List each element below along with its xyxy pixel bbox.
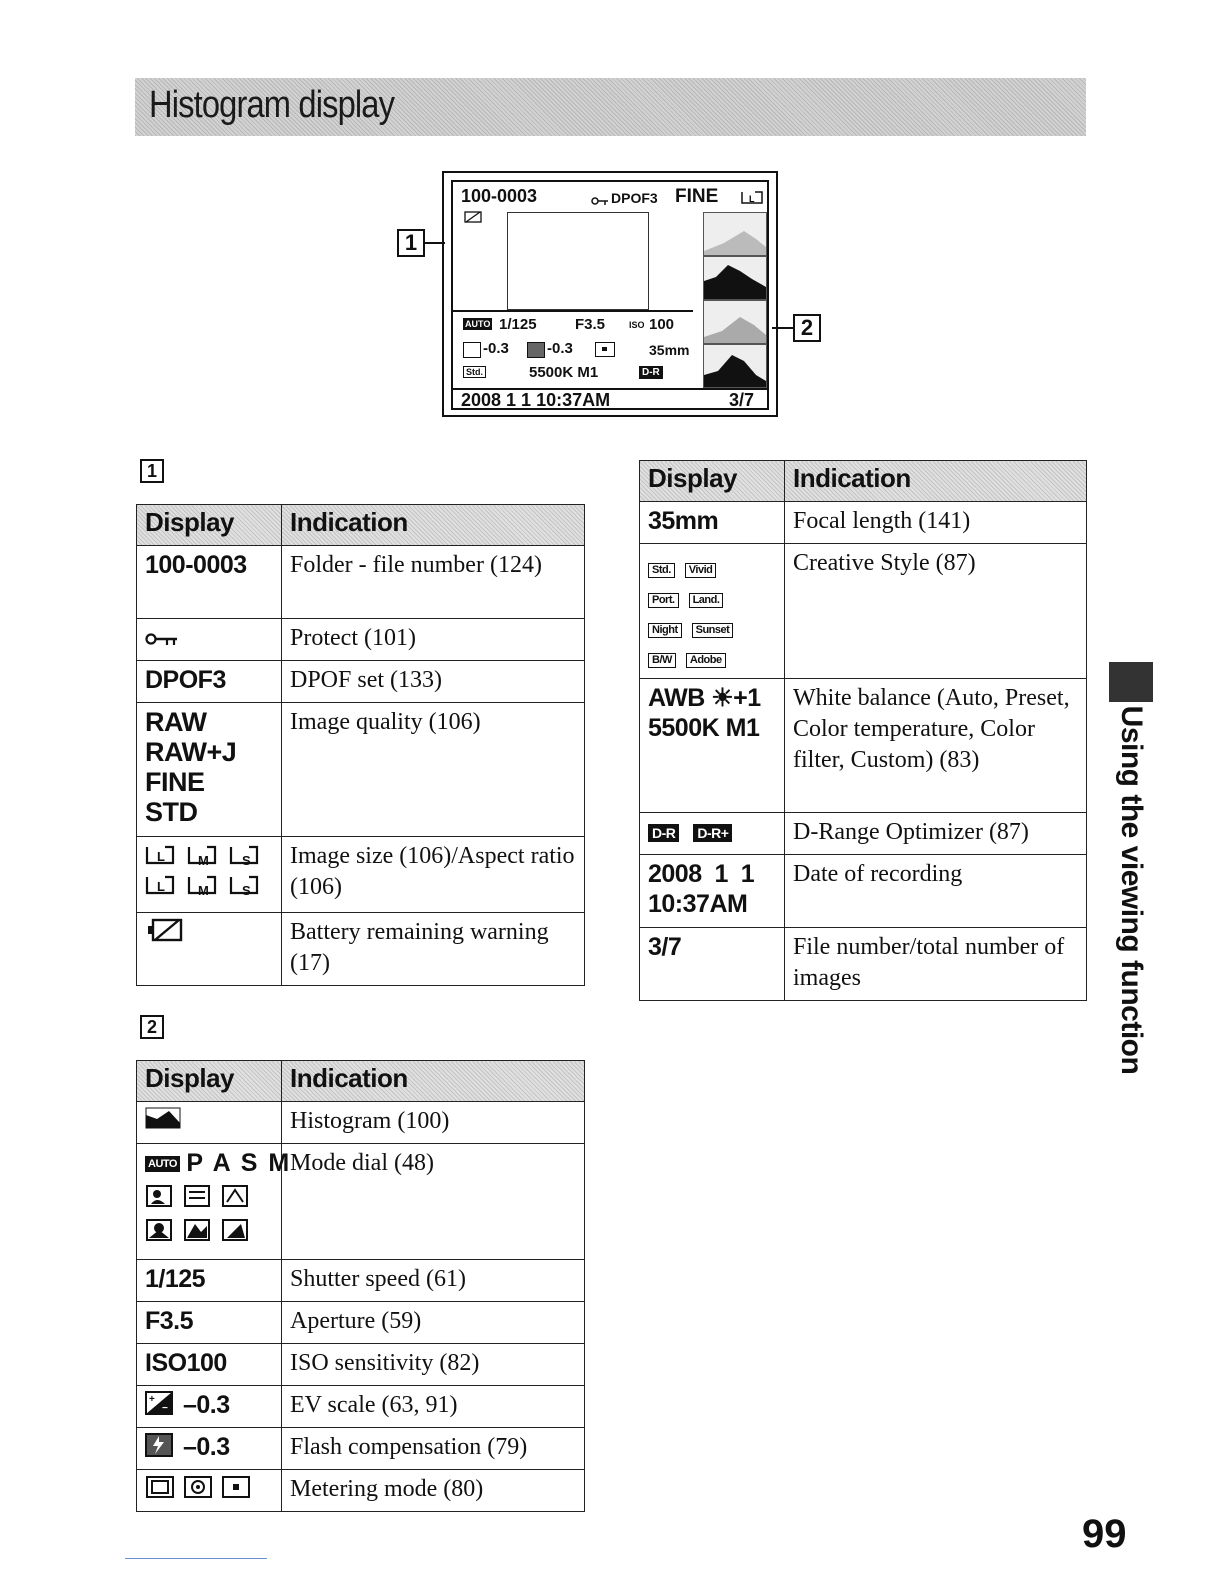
image-preview <box>507 212 649 310</box>
dro-plus-icon: D-R+ <box>693 824 732 842</box>
table1 <box>136 504 585 986</box>
indication-cell: File number/total number of images <box>785 928 1087 1001</box>
metering-spot-icon <box>595 342 615 357</box>
display-cell: DPOF3 <box>137 661 282 703</box>
table-row <box>640 855 1087 928</box>
screen-flash: -0.3 <box>547 340 573 357</box>
display-cell: 3/7 <box>640 928 785 1001</box>
dro-icon: D-R <box>648 824 679 842</box>
screen-folder-file: 100-0003 <box>461 186 538 206</box>
battery-warning-icon <box>145 921 185 949</box>
table-row <box>137 661 585 703</box>
table3-header-display: Display <box>640 461 785 502</box>
table3 <box>639 460 1087 1001</box>
svg-text:L: L <box>157 849 165 864</box>
screen-quality: FINE <box>675 186 719 207</box>
indication-cell: Date of recording <box>785 855 1087 928</box>
table-row <box>137 1386 585 1428</box>
display-cell: RAW RAW+J FINE STD <box>137 703 282 837</box>
table2-header-display: Display <box>137 1061 282 1102</box>
indication-cell: ISO sensitivity (82) <box>282 1344 585 1386</box>
display-cell <box>137 1386 282 1428</box>
svg-text:+: + <box>149 1393 155 1405</box>
section-title: Histogram display <box>149 84 395 126</box>
image-size-icons <box>145 849 269 907</box>
screen-focal: 35mm <box>649 342 690 358</box>
table-row <box>137 619 585 661</box>
ev-icon <box>463 342 481 358</box>
table-row <box>640 544 1087 679</box>
style-adobe-icon: Adobe <box>686 653 726 668</box>
flash-value: –0.3 <box>183 1433 230 1461</box>
style-landscape-icon: Land. <box>689 593 724 608</box>
callout-leader <box>772 327 794 329</box>
creative-style-icon: Std. <box>463 366 486 378</box>
indication-cell: Metering mode (80) <box>282 1470 585 1512</box>
indication-cell: Histogram (100) <box>282 1102 585 1144</box>
indication-cell: Protect (101) <box>282 619 585 661</box>
style-bw-icon: B/W <box>648 653 676 668</box>
style-vivid-icon: Vivid <box>685 563 717 578</box>
callout-2: 2 <box>793 314 821 342</box>
indication-cell: Image quality (106) <box>282 703 585 837</box>
flash-comp-icon <box>145 1433 173 1464</box>
camera-screen-illustration <box>442 171 778 417</box>
section-banner <box>135 78 1086 136</box>
table-row <box>137 1144 585 1260</box>
display-cell: ISO100 <box>137 1344 282 1386</box>
protect-key-icon <box>591 192 609 200</box>
auto-mode-badge: AUTO <box>465 319 491 329</box>
display-cell <box>137 1144 292 1260</box>
screen-aperture: F3.5 <box>575 316 606 333</box>
style-night-icon: Night <box>648 623 682 638</box>
table-row <box>137 1344 585 1386</box>
screen-iso: 100 <box>649 316 675 333</box>
screen-divider <box>453 310 693 312</box>
indication-cell: Mode dial (48) <box>282 1144 585 1260</box>
display-cell <box>640 544 785 679</box>
style-sunset-icon: Sunset <box>692 623 734 638</box>
display-cell: F3.5 <box>137 1302 282 1344</box>
table-row <box>137 913 585 986</box>
table2-marker: 2 <box>140 1015 164 1039</box>
display-cell: AWB ☀+1 5500K M1 <box>640 679 785 813</box>
table-row <box>137 1302 585 1344</box>
mode-letters: P A S M <box>186 1149 292 1177</box>
indication-cell: Creative Style (87) <box>785 544 1087 679</box>
display-cell <box>137 837 282 913</box>
svg-text:L: L <box>157 879 165 894</box>
histogram-luminance <box>703 212 767 256</box>
svg-text:L: L <box>749 194 755 204</box>
table-row <box>640 813 1087 855</box>
display-cell: 100-0003 <box>137 546 282 619</box>
display-cell <box>137 913 282 986</box>
display-cell <box>640 813 785 855</box>
screen-shutter: 1/125 <box>499 316 537 333</box>
table-row <box>137 703 585 837</box>
indication-cell: D-Range Optimizer (87) <box>785 813 1087 855</box>
battery-warning-icon <box>463 210 483 222</box>
screen-dpof: DPOF3 <box>611 190 658 206</box>
indication-cell: Folder - file number (124) <box>282 546 585 619</box>
histogram-blue <box>703 344 767 388</box>
table-row <box>137 837 585 913</box>
style-std-icon: Std. <box>648 563 675 578</box>
indication-cell: Battery remaining warning (17) <box>282 913 585 986</box>
indication-cell: Focal length (141) <box>785 502 1087 544</box>
display-cell: 1/125 <box>137 1260 282 1302</box>
screen-wb: 5500K M1 <box>529 364 599 381</box>
histogram-green <box>703 300 767 344</box>
table-row <box>640 502 1087 544</box>
image-size-icon <box>741 190 763 204</box>
display-cell <box>137 1470 282 1512</box>
creative-style-icons <box>648 554 776 674</box>
indication-cell: Shutter speed (61) <box>282 1260 585 1302</box>
display-cell <box>137 1428 282 1470</box>
table-row <box>137 1470 585 1512</box>
chapter-label: Using the viewing function <box>1115 705 1148 1075</box>
page-number: 99 <box>1082 1512 1127 1556</box>
table1-header-display: Display <box>137 505 282 546</box>
table1-header-indication: Indication <box>282 505 585 546</box>
svg-text:S: S <box>242 883 251 898</box>
indication-cell: DPOF set (133) <box>282 661 585 703</box>
display-cell <box>137 619 282 661</box>
table2 <box>136 1060 585 1512</box>
screen-count: 3/7 <box>729 390 755 410</box>
screen-ev: -0.3 <box>483 340 509 357</box>
callout-1: 1 <box>397 229 425 257</box>
indication-cell: Flash compensation (79) <box>282 1428 585 1470</box>
table-row <box>137 546 585 619</box>
display-cell <box>137 1102 282 1144</box>
footer-line <box>125 1558 267 1559</box>
table-row <box>640 679 1087 813</box>
table1-marker: 1 <box>140 459 164 483</box>
table-row <box>640 928 1087 1001</box>
chapter-tab-marker <box>1109 662 1153 702</box>
dro-icon: D-R <box>639 366 663 379</box>
histogram-red <box>703 256 767 300</box>
table-row <box>137 1428 585 1470</box>
svg-text:S: S <box>242 853 251 868</box>
svg-text:M: M <box>198 853 209 868</box>
indication-cell: Image size (106)/Aspect ratio (106) <box>282 837 585 913</box>
svg-text:−: − <box>162 1402 168 1414</box>
metering-icons <box>145 1478 255 1506</box>
mode-dial-icons <box>145 1182 273 1255</box>
display-cell: 35mm <box>640 502 785 544</box>
screen-iso-label: ISO <box>629 320 645 330</box>
table2-header-indication: Indication <box>282 1061 585 1102</box>
screen-frame <box>451 180 769 410</box>
table-row <box>137 1260 585 1302</box>
flash-comp-icon <box>527 342 545 358</box>
table-row <box>137 1102 585 1144</box>
table3-header-indication: Indication <box>785 461 1087 502</box>
display-cell: 2008 1 1 10:37AM <box>640 855 785 928</box>
ev-value: –0.3 <box>183 1391 230 1419</box>
protect-key-icon <box>145 624 179 652</box>
histogram-icon <box>145 1107 181 1135</box>
indication-cell: EV scale (63, 91) <box>282 1386 585 1428</box>
callout-leader <box>425 242 445 244</box>
svg-text:M: M <box>198 883 209 898</box>
screen-date: 2008 1 1 10:37AM <box>461 390 611 410</box>
indication-cell: Aperture (59) <box>282 1302 585 1344</box>
auto-mode-badge: AUTO <box>145 1156 180 1172</box>
ev-icon <box>145 1391 173 1422</box>
style-portrait-icon: Port. <box>648 593 679 608</box>
indication-cell: White balance (Auto, Preset, Color temperature, Color filter, Custom) (83) <box>785 679 1087 813</box>
